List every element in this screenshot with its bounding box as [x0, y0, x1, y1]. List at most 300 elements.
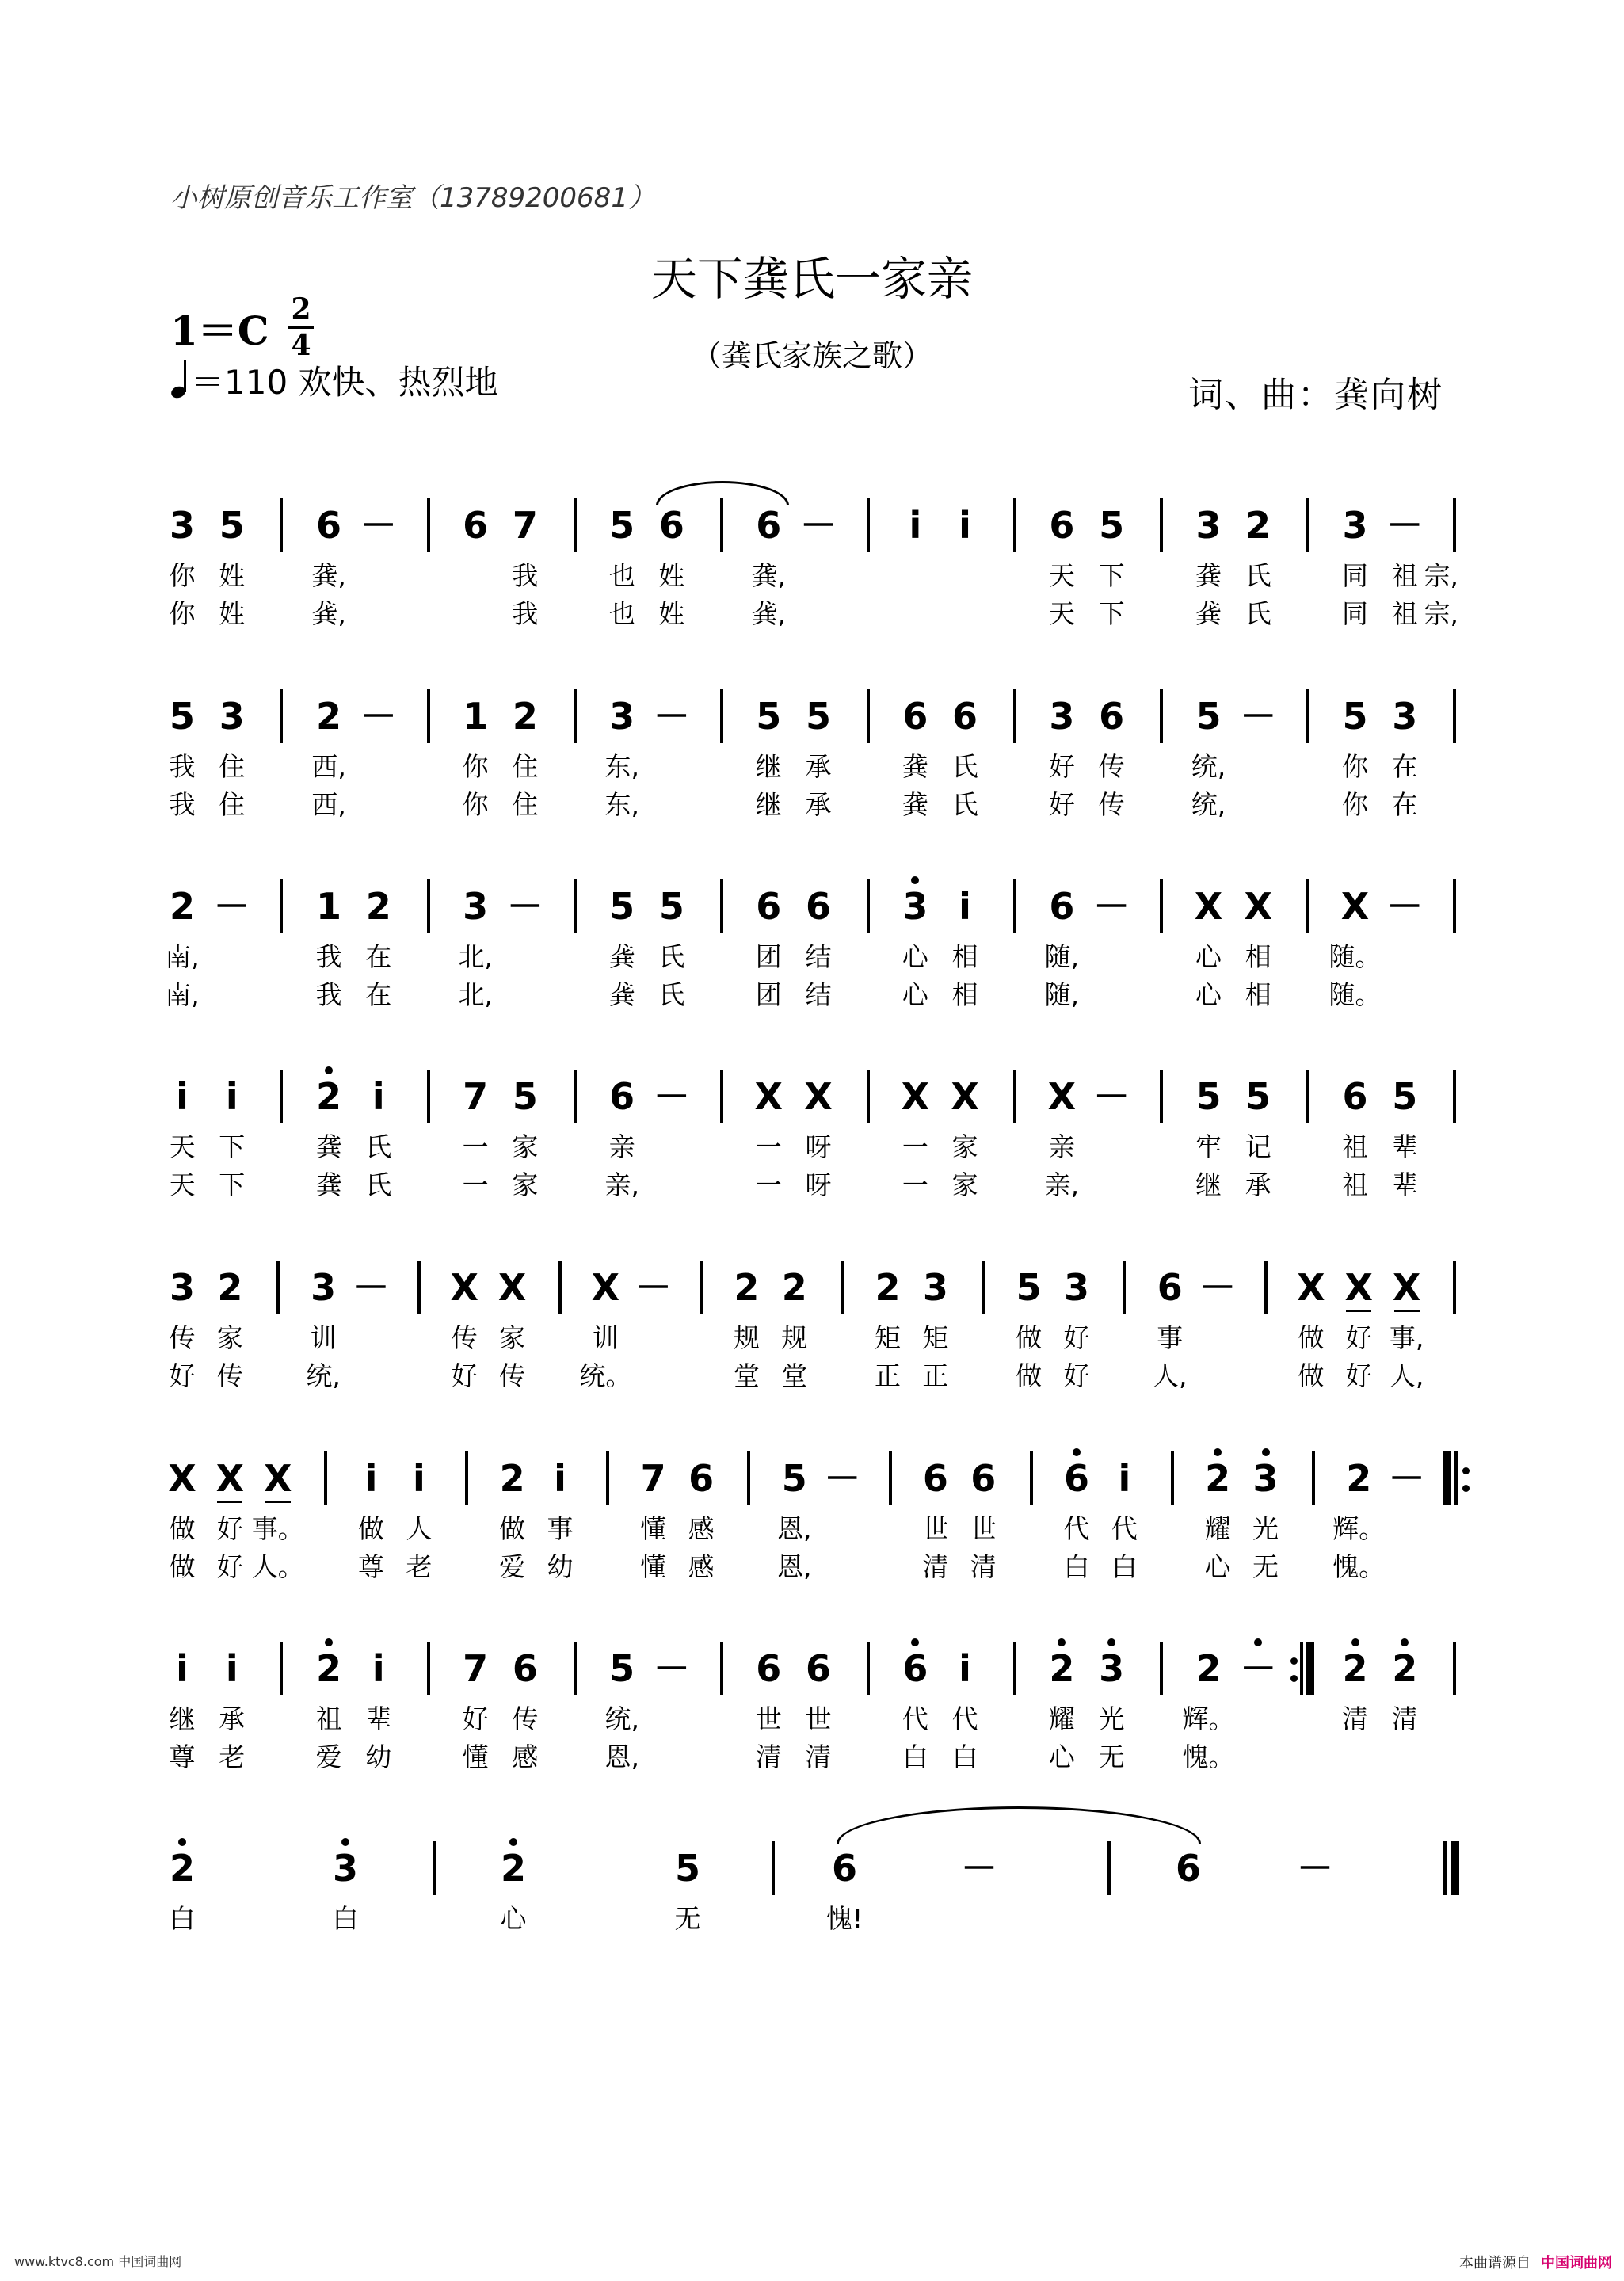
note — [158, 1456, 206, 1501]
lyric-syllable: 感 — [688, 1551, 715, 1582]
note-digit: － — [1199, 1266, 1237, 1309]
note-digit: 6 — [1175, 1847, 1201, 1890]
note — [1053, 1456, 1100, 1501]
note-digit: 3 — [1064, 1266, 1090, 1309]
note — [158, 884, 206, 929]
slur — [656, 481, 789, 505]
barline — [276, 1261, 280, 1314]
note-digit: － — [1386, 885, 1424, 928]
note-digit: 6 — [902, 695, 928, 738]
lyric-syllable: 好 — [216, 1551, 243, 1582]
lyric-syllable: 正 — [922, 1360, 949, 1391]
note — [1335, 1265, 1382, 1310]
lyric-syllable: 无 — [1098, 1741, 1125, 1772]
lyric-syllable: 随, — [1044, 979, 1080, 1010]
lyric-syllable: 家 — [951, 1169, 978, 1200]
lyric-syllable: 白 — [951, 1741, 978, 1772]
barline — [720, 689, 723, 743]
lyric-syllable: 氏 — [951, 789, 978, 820]
note-digit: － — [653, 1075, 690, 1118]
barline — [1312, 1451, 1315, 1505]
note — [821, 1846, 868, 1890]
note — [648, 884, 696, 929]
note-digit: 3 — [902, 885, 928, 928]
note-digit: 2 — [1049, 1647, 1075, 1690]
note — [1332, 694, 1379, 738]
lyric-syllable: 恩, — [777, 1513, 812, 1544]
lyric-syllable: 一 — [902, 1169, 928, 1200]
barline — [1123, 1261, 1126, 1314]
lyric-syllable: 恩, — [777, 1551, 812, 1582]
note — [891, 884, 939, 929]
note-digit: i — [412, 1457, 425, 1500]
lyric-syllable: 亲 — [1048, 1131, 1075, 1162]
lyric-syllable: 祖 — [1391, 560, 1418, 591]
note — [452, 503, 499, 547]
lyric-syllable: 统, — [306, 1360, 341, 1391]
barline — [1030, 1451, 1033, 1505]
lyric-syllable: 清 — [922, 1551, 949, 1582]
note — [1234, 1074, 1282, 1119]
lyric-syllable: 氏 — [951, 751, 978, 782]
note-digit: X — [450, 1266, 478, 1309]
note — [355, 503, 402, 547]
note — [864, 1265, 912, 1310]
note — [959, 1456, 1007, 1501]
repeat-dot — [1462, 1467, 1470, 1474]
note-digit: 2 — [734, 1266, 760, 1309]
note-digit: 5 — [1392, 1075, 1418, 1118]
note-digit: 2 — [1245, 504, 1271, 547]
note-digit: i — [959, 504, 971, 547]
note — [208, 884, 256, 929]
note-digit: X — [264, 1457, 292, 1500]
note-digit: 2 — [1392, 1647, 1418, 1690]
note — [955, 1846, 1003, 1890]
note-digit: 3 — [463, 885, 489, 928]
note-digit: 5 — [609, 504, 635, 547]
note-digit: 3 — [169, 1266, 195, 1309]
note-digit: 5 — [609, 1647, 635, 1690]
note-digit: － — [1093, 885, 1130, 928]
lyric-syllable: 龚, — [751, 560, 787, 591]
lyric-syllable: 人。 — [251, 1551, 304, 1582]
note — [745, 1074, 792, 1119]
note-digit: － — [653, 1647, 690, 1690]
barline — [1306, 1070, 1309, 1123]
barline — [280, 879, 283, 933]
lyric-syllable: 氏 — [658, 979, 685, 1010]
barline — [1453, 1642, 1456, 1695]
lyric-syllable: 感 — [512, 1741, 539, 1772]
note-digit: 3 — [219, 695, 245, 738]
lyric-syllable: 无 — [674, 1903, 701, 1934]
note — [1038, 1646, 1085, 1691]
lyric-syllable: 姓 — [219, 598, 246, 629]
barline — [1013, 1070, 1016, 1123]
lyric-syllable: 宗, — [1424, 560, 1459, 591]
lyric-syllable: 南, — [165, 941, 200, 972]
note — [1184, 1074, 1232, 1119]
lyric-syllable: 一 — [902, 1131, 928, 1162]
note-digit: 3 — [1195, 504, 1222, 547]
lyric-syllable: 心 — [1195, 979, 1222, 1010]
note — [452, 884, 499, 929]
note-digit: X — [951, 1075, 979, 1118]
note-digit: 2 — [1342, 1647, 1368, 1690]
note — [722, 1265, 770, 1310]
note — [941, 1074, 989, 1119]
high-octave-dot — [1214, 1448, 1222, 1456]
lyric-syllable: 辈 — [1391, 1131, 1418, 1162]
note — [1381, 503, 1428, 547]
lyric-syllable: 相 — [951, 941, 978, 972]
barline — [867, 689, 870, 743]
lyric-syllable: 做 — [1016, 1360, 1043, 1391]
note-digit: i — [1118, 1457, 1131, 1500]
repeat-dot — [1290, 1675, 1298, 1682]
lyric-syllable: 龚 — [1195, 598, 1222, 629]
lyric-syllable: 懂 — [462, 1741, 489, 1772]
note — [630, 1265, 677, 1310]
high-octave-dot — [178, 1838, 186, 1846]
lyric-syllable: 无 — [1252, 1551, 1279, 1582]
high-octave-dot — [1058, 1638, 1066, 1646]
note — [648, 503, 696, 547]
note — [1194, 1456, 1241, 1501]
lyric-syllable: 堂 — [733, 1360, 760, 1391]
lyric-syllable: 龚, — [751, 598, 787, 629]
lyric-syllable: 宗, — [1424, 598, 1459, 629]
footer-website: www.ktvc8.com 中国词曲网 — [14, 2254, 182, 2269]
lyric-syllable: 承 — [805, 789, 832, 820]
lyric-syllable: 规 — [733, 1322, 760, 1353]
note — [1332, 1074, 1379, 1119]
lyric-syllable: 老 — [219, 1741, 246, 1772]
note — [1184, 694, 1232, 738]
lyric-syllable: 呀 — [805, 1169, 832, 1200]
note — [355, 1646, 402, 1691]
lyric-syllable: 住 — [512, 789, 539, 820]
note-digit: 2 — [1346, 1457, 1372, 1500]
lyric-syllable: 你 — [169, 598, 196, 629]
lyric-syllable: 东, — [604, 789, 639, 820]
lyric-syllable: 心 — [902, 941, 928, 972]
slur — [837, 1806, 1201, 1844]
barline — [280, 498, 283, 552]
high-octave-dot — [911, 876, 919, 884]
lyric-syllable: 统。 — [579, 1360, 632, 1391]
high-octave-dot — [325, 1066, 333, 1074]
barline — [1160, 1642, 1163, 1695]
lyric-syllable: 天 — [169, 1131, 196, 1162]
high-octave-dot — [1254, 1638, 1262, 1646]
lyric-syllable: 好 — [1048, 789, 1075, 820]
barline — [1160, 498, 1163, 552]
lyric-syllable: 传 — [216, 1360, 243, 1391]
barline — [1264, 1261, 1268, 1314]
barline — [982, 1261, 985, 1314]
note — [208, 1074, 256, 1119]
eighth-underline — [1394, 1310, 1420, 1312]
note — [1184, 884, 1232, 929]
note-digit: 5 — [781, 1457, 807, 1500]
lyric-syllable: 龚 — [315, 1131, 342, 1162]
note-digit: 2 — [781, 1266, 807, 1309]
barline — [1306, 879, 1309, 933]
lyric-syllable: 继 — [755, 751, 782, 782]
lyric-syllable: 龚 — [608, 941, 635, 972]
lyric-syllable: 住 — [219, 751, 246, 782]
lyric-syllable: 统, — [604, 1703, 639, 1734]
note-digit: 2 — [499, 1457, 525, 1500]
lyric-syllable: 幼 — [547, 1551, 574, 1582]
note-digit: 1 — [463, 695, 489, 738]
note — [1088, 1646, 1135, 1691]
lyric-syllable: 好 — [169, 1360, 196, 1391]
barline — [1171, 1451, 1174, 1505]
note — [891, 694, 939, 738]
lyric-syllable: 人 — [406, 1513, 433, 1544]
high-octave-dot — [341, 1838, 349, 1846]
note — [305, 694, 353, 738]
barline — [574, 1642, 577, 1695]
lyric-syllable: 家 — [512, 1131, 539, 1162]
lyric-syllable: 训 — [310, 1322, 337, 1353]
lyric-syllable: 矩 — [875, 1322, 902, 1353]
note — [598, 503, 646, 547]
barline — [1013, 498, 1016, 552]
repeat-start-thin — [1454, 1451, 1458, 1505]
final-barline-thin — [1443, 1841, 1447, 1895]
note-digit: 6 — [1049, 504, 1075, 547]
lyric-syllable: 团 — [755, 941, 782, 972]
lyric-syllable: 你 — [1342, 751, 1369, 782]
note — [818, 1456, 866, 1501]
barline — [1306, 498, 1309, 552]
lyric-syllable: 下 — [219, 1169, 246, 1200]
note-digit: X — [901, 1075, 930, 1118]
lyric-syllable: 同 — [1342, 560, 1369, 591]
lyric-syllable: 龚 — [902, 789, 928, 820]
lyric-syllable: 传 — [499, 1360, 526, 1391]
lyric-syllable: 世 — [922, 1513, 949, 1544]
lyric-syllable: 事。 — [251, 1513, 304, 1544]
barline — [747, 1451, 750, 1505]
lyric-syllable: 清 — [970, 1551, 997, 1582]
note — [912, 1456, 959, 1501]
note — [208, 503, 256, 547]
lyric-syllable: 氏 — [658, 941, 685, 972]
barline — [1013, 689, 1016, 743]
studio-credit: 小树原创音乐工作室（13789200681） — [170, 182, 655, 214]
lyric-syllable: 龚 — [315, 1169, 342, 1200]
lyric-syllable: 家 — [951, 1131, 978, 1162]
note-digit: 5 — [512, 1075, 538, 1118]
lyric-syllable: 白 — [332, 1903, 359, 1934]
note-digit: － — [635, 1266, 672, 1309]
lyric-syllable: 老 — [406, 1551, 433, 1582]
repeat-start-thick — [1443, 1451, 1451, 1505]
note-digit: i — [176, 1647, 189, 1690]
lyric-syllable: 氏 — [1245, 560, 1271, 591]
note — [501, 1646, 549, 1691]
lyric-syllable: 世 — [970, 1513, 997, 1544]
barline — [867, 879, 870, 933]
lyric-syllable: 继 — [755, 789, 782, 820]
lyric-syllable: 传 — [451, 1322, 478, 1353]
lyric-syllable: 下 — [219, 1131, 246, 1162]
note-digit: i — [364, 1457, 378, 1500]
lyric-syllable: 好 — [1048, 751, 1075, 782]
lyric-syllable: 感 — [688, 1513, 715, 1544]
note-digit: 3 — [311, 1266, 337, 1309]
note-digit: 2 — [1195, 1647, 1222, 1690]
note — [677, 1456, 725, 1501]
note — [158, 1265, 206, 1310]
lyric-syllable: 在 — [365, 979, 392, 1010]
high-octave-dot — [1073, 1448, 1081, 1456]
note-digit: 6 — [1099, 695, 1125, 738]
note-digit: X — [1297, 1266, 1325, 1309]
barline — [280, 1642, 283, 1695]
lyric-syllable: 我 — [169, 751, 196, 782]
key-signature: 1＝C — [170, 307, 269, 354]
barline — [772, 1841, 775, 1895]
note — [891, 503, 939, 547]
note — [395, 1456, 443, 1501]
lyric-syllable: 爱 — [315, 1741, 342, 1772]
note — [941, 884, 989, 929]
note — [305, 503, 353, 547]
note — [208, 1646, 256, 1691]
note — [1287, 1265, 1335, 1310]
lyric-syllable: 正 — [875, 1360, 902, 1391]
note-digit: i — [225, 1647, 238, 1690]
lyric-syllable: 西, — [311, 789, 346, 820]
note-digit: 6 — [658, 504, 684, 547]
lyric-syllable: 龚 — [902, 751, 928, 782]
note-digit: 3 — [609, 695, 635, 738]
note — [158, 1646, 206, 1691]
note-digit: 6 — [805, 885, 831, 928]
barline — [433, 1841, 436, 1895]
note — [598, 1646, 646, 1691]
lyric-syllable: 天 — [1048, 598, 1075, 629]
repeat-dot — [1462, 1485, 1470, 1492]
lyric-syllable: 住 — [219, 789, 246, 820]
high-octave-dot — [509, 1838, 517, 1846]
lyric-syllable: 你 — [1342, 789, 1369, 820]
note-digit: － — [360, 504, 397, 547]
note — [206, 1265, 254, 1310]
note-digit: 5 — [1195, 1075, 1222, 1118]
lyric-syllable: 一 — [462, 1169, 489, 1200]
note — [501, 503, 549, 547]
barline — [867, 1642, 870, 1695]
lyric-syllable: 我 — [512, 560, 539, 591]
lyric-syllable: 光 — [1252, 1513, 1279, 1544]
barline — [1160, 689, 1163, 743]
lyric-syllable: 做 — [499, 1513, 526, 1544]
note — [941, 503, 989, 547]
barline — [280, 689, 283, 743]
lyric-syllable: 耀 — [1048, 1703, 1075, 1734]
lyric-syllable: 统, — [1191, 789, 1226, 820]
lyric-syllable: 辈 — [1391, 1169, 1418, 1200]
barline — [427, 1642, 430, 1695]
note-digit: 6 — [316, 504, 342, 547]
note — [501, 884, 549, 929]
final-barline-thick — [1451, 1841, 1459, 1895]
lyric-syllable: 同 — [1342, 598, 1369, 629]
note — [1381, 884, 1428, 929]
lyric-syllable: 家 — [499, 1322, 526, 1353]
note-digit: － — [1297, 1847, 1333, 1890]
barline — [841, 1261, 844, 1314]
note-digit: 5 — [609, 885, 635, 928]
note-digit: 6 — [831, 1847, 857, 1890]
lyric-syllable: 一 — [462, 1131, 489, 1162]
note — [664, 1846, 711, 1890]
note-digit: i — [959, 885, 971, 928]
lyric-syllable: 祖 — [1342, 1169, 1369, 1200]
lyric-syllable: 随。 — [1329, 979, 1382, 1010]
lyric-syllable: 龚 — [608, 979, 635, 1010]
note — [941, 1646, 989, 1691]
lyric-syllable: 光 — [1098, 1703, 1125, 1734]
lyric-syllable: 姓 — [658, 560, 685, 591]
lyric-syllable: 规 — [781, 1322, 808, 1353]
lyric-syllable: 好 — [1345, 1360, 1372, 1391]
lyric-syllable: 南, — [165, 979, 200, 1010]
lyric-syllable: 我 — [512, 598, 539, 629]
note — [1332, 503, 1379, 547]
note-digit: 7 — [640, 1457, 666, 1500]
lyric-syllable: 在 — [365, 941, 392, 972]
lyric-syllable: 北, — [458, 941, 493, 972]
lyric-syllable: 做 — [1016, 1322, 1043, 1353]
lyric-syllable: 龚 — [1195, 560, 1222, 591]
high-octave-dot — [1401, 1638, 1409, 1646]
note-digit: 2 — [169, 1847, 195, 1890]
note — [1184, 503, 1232, 547]
barline — [427, 879, 430, 933]
lyric-syllable: 耀 — [1204, 1513, 1231, 1544]
note — [1146, 1265, 1194, 1310]
note — [891, 1074, 939, 1119]
note — [501, 1074, 549, 1119]
note — [158, 694, 206, 738]
lyric-syllable: 氏 — [365, 1131, 392, 1162]
note-digit: 6 — [756, 504, 782, 547]
note-digit: 2 — [365, 885, 391, 928]
note — [208, 694, 256, 738]
note-digit: 6 — [512, 1647, 538, 1690]
lyric-syllable: 心 — [1204, 1551, 1231, 1582]
note-digit: 6 — [952, 695, 978, 738]
note — [1194, 1265, 1241, 1310]
note-digit: X — [1392, 1266, 1421, 1309]
lyric-syllable: 代 — [1063, 1513, 1090, 1544]
lyric-syllable: 训 — [592, 1322, 619, 1353]
repeat-dot — [1290, 1657, 1298, 1665]
note-digit: 3 — [1342, 504, 1368, 547]
note-digit: 6 — [970, 1457, 997, 1500]
lyric-syllable: 氏 — [365, 1169, 392, 1200]
lyric-syllable: 东, — [604, 751, 639, 782]
lyric-syllable: 做 — [357, 1513, 384, 1544]
